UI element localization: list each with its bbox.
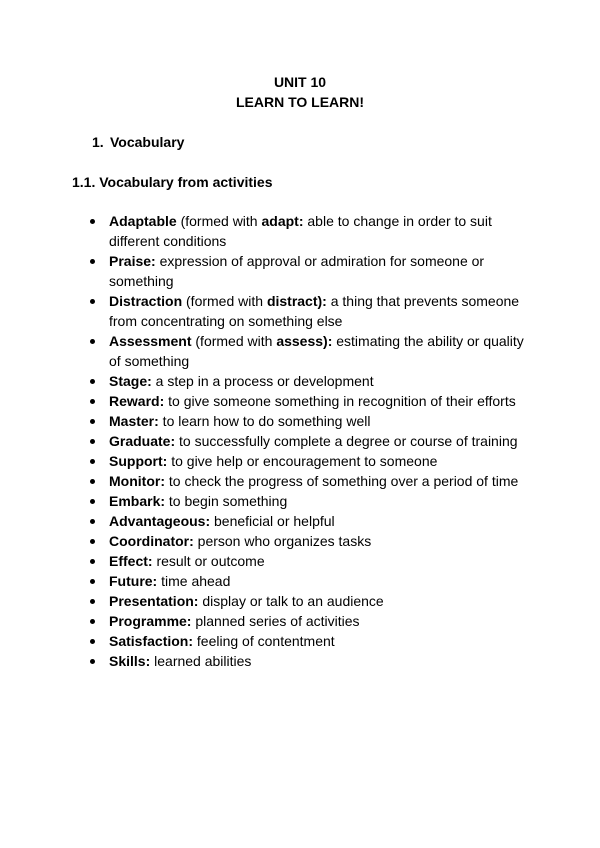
unit-title: UNIT 10 — [273, 74, 327, 90]
section-number: 1. — [92, 134, 104, 150]
vocab-definition: to learn how to do something well — [158, 413, 371, 429]
bullet-icon — [90, 399, 95, 404]
vocab-base-word: assess — [276, 333, 324, 349]
vocab-term: Support: — [109, 453, 168, 469]
vocab-definition: a thing that prevents someone from concentrating on something else — [109, 293, 520, 329]
vocab-term: Skills: — [109, 653, 151, 669]
section-heading — [92, 132, 184, 152]
vocab-definition: beneficial or helpful — [210, 513, 335, 529]
vocab-definition: person who organizes tasks — [193, 533, 372, 549]
bullet-icon — [90, 339, 95, 344]
list-item — [0, 251, 600, 291]
list-item — [0, 551, 600, 571]
list-item — [0, 451, 600, 471]
vocab-definition: time ahead — [157, 573, 231, 589]
vocab-paren-close: ): — [323, 333, 333, 349]
vocab-term: Satisfaction: — [109, 633, 194, 649]
vocab-paren-close: ): — [317, 293, 327, 309]
bullet-icon — [90, 499, 95, 504]
list-item — [0, 571, 600, 591]
list-item — [0, 631, 600, 651]
bullet-icon — [90, 419, 95, 424]
vocab-paren-text: (formed with — [191, 333, 277, 349]
vocab-term: Praise: — [109, 253, 156, 269]
vocab-term: Coordinator: — [109, 533, 194, 549]
vocab-term: Monitor: — [109, 473, 165, 489]
list-item — [0, 651, 600, 671]
bullet-icon — [90, 539, 95, 544]
vocab-definition: to give help or encouragement to someone — [167, 453, 438, 469]
list-item — [0, 411, 600, 431]
vocab-term: Graduate: — [109, 433, 176, 449]
bullet-icon — [90, 299, 95, 304]
vocab-term: Stage: — [109, 373, 152, 389]
list-item — [0, 531, 600, 551]
bullet-icon — [90, 219, 95, 224]
list-item — [0, 211, 600, 251]
list-item — [0, 591, 600, 611]
bullet-icon — [90, 639, 95, 644]
bullet-icon — [90, 479, 95, 484]
unit-subtitle: LEARN TO LEARN! — [235, 94, 365, 110]
list-item — [0, 371, 600, 391]
vocab-term: Embark: — [109, 493, 166, 509]
vocab-definition: display or talk to an audience — [198, 593, 384, 609]
list-item — [0, 291, 600, 331]
vocab-definition: to successfully complete a degree or course of training — [175, 433, 518, 449]
bullet-icon — [90, 619, 95, 624]
vocab-base-word: distract — [266, 293, 318, 309]
vocab-definition: to begin something — [165, 493, 288, 509]
subsection-heading: 1.1. Vocabulary from activities — [72, 174, 273, 190]
list-item — [0, 431, 600, 451]
vocab-definition: planned series of activities — [191, 613, 360, 629]
bullet-icon — [90, 259, 95, 264]
list-item — [0, 391, 600, 411]
vocabulary-list — [0, 211, 600, 671]
vocab-term: Programme: — [109, 613, 192, 629]
vocab-definition: able to change in order to suit different conditions — [109, 213, 492, 249]
list-item — [0, 491, 600, 511]
vocab-term: Advantageous: — [109, 513, 211, 529]
vocab-definition: expression of approval or admiration for someone or something — [109, 253, 485, 289]
bullet-icon — [90, 459, 95, 464]
bullet-icon — [90, 519, 95, 524]
list-item — [0, 511, 600, 531]
vocab-paren-text: (formed with — [182, 293, 267, 309]
vocab-definition: to give someone something in recognition of their efforts — [164, 393, 516, 409]
vocab-definition: feeling of contentment — [193, 633, 335, 649]
vocab-term: Distraction — [109, 293, 183, 309]
list-item — [0, 611, 600, 631]
list-item — [0, 471, 600, 491]
bullet-icon — [90, 439, 95, 444]
vocab-paren-text: (formed with — [176, 213, 262, 229]
vocab-term: Assessment — [109, 333, 192, 349]
bullet-icon — [90, 559, 95, 564]
vocab-definition: learned abilities — [150, 653, 252, 669]
vocab-definition: a step in a process or development — [151, 373, 374, 389]
bullet-icon — [90, 659, 95, 664]
section-title: Vocabulary — [110, 134, 185, 150]
vocab-definition: estimating the ability or quality of something — [109, 333, 524, 369]
vocab-definition: result or outcome — [152, 553, 265, 569]
vocab-term: Future: — [109, 573, 158, 589]
bullet-icon — [90, 579, 95, 584]
vocab-term: Reward: — [109, 393, 165, 409]
bullet-icon — [90, 599, 95, 604]
vocab-term: Presentation: — [109, 593, 199, 609]
list-item — [0, 331, 600, 371]
vocab-base-word: adapt: — [261, 213, 304, 229]
vocab-term: Effect: — [109, 553, 153, 569]
vocab-term: Master: — [109, 413, 159, 429]
bullet-icon — [90, 379, 95, 384]
vocab-term: Adaptable — [109, 213, 177, 229]
vocab-definition: to check the progress of something over a period of time — [164, 473, 519, 489]
